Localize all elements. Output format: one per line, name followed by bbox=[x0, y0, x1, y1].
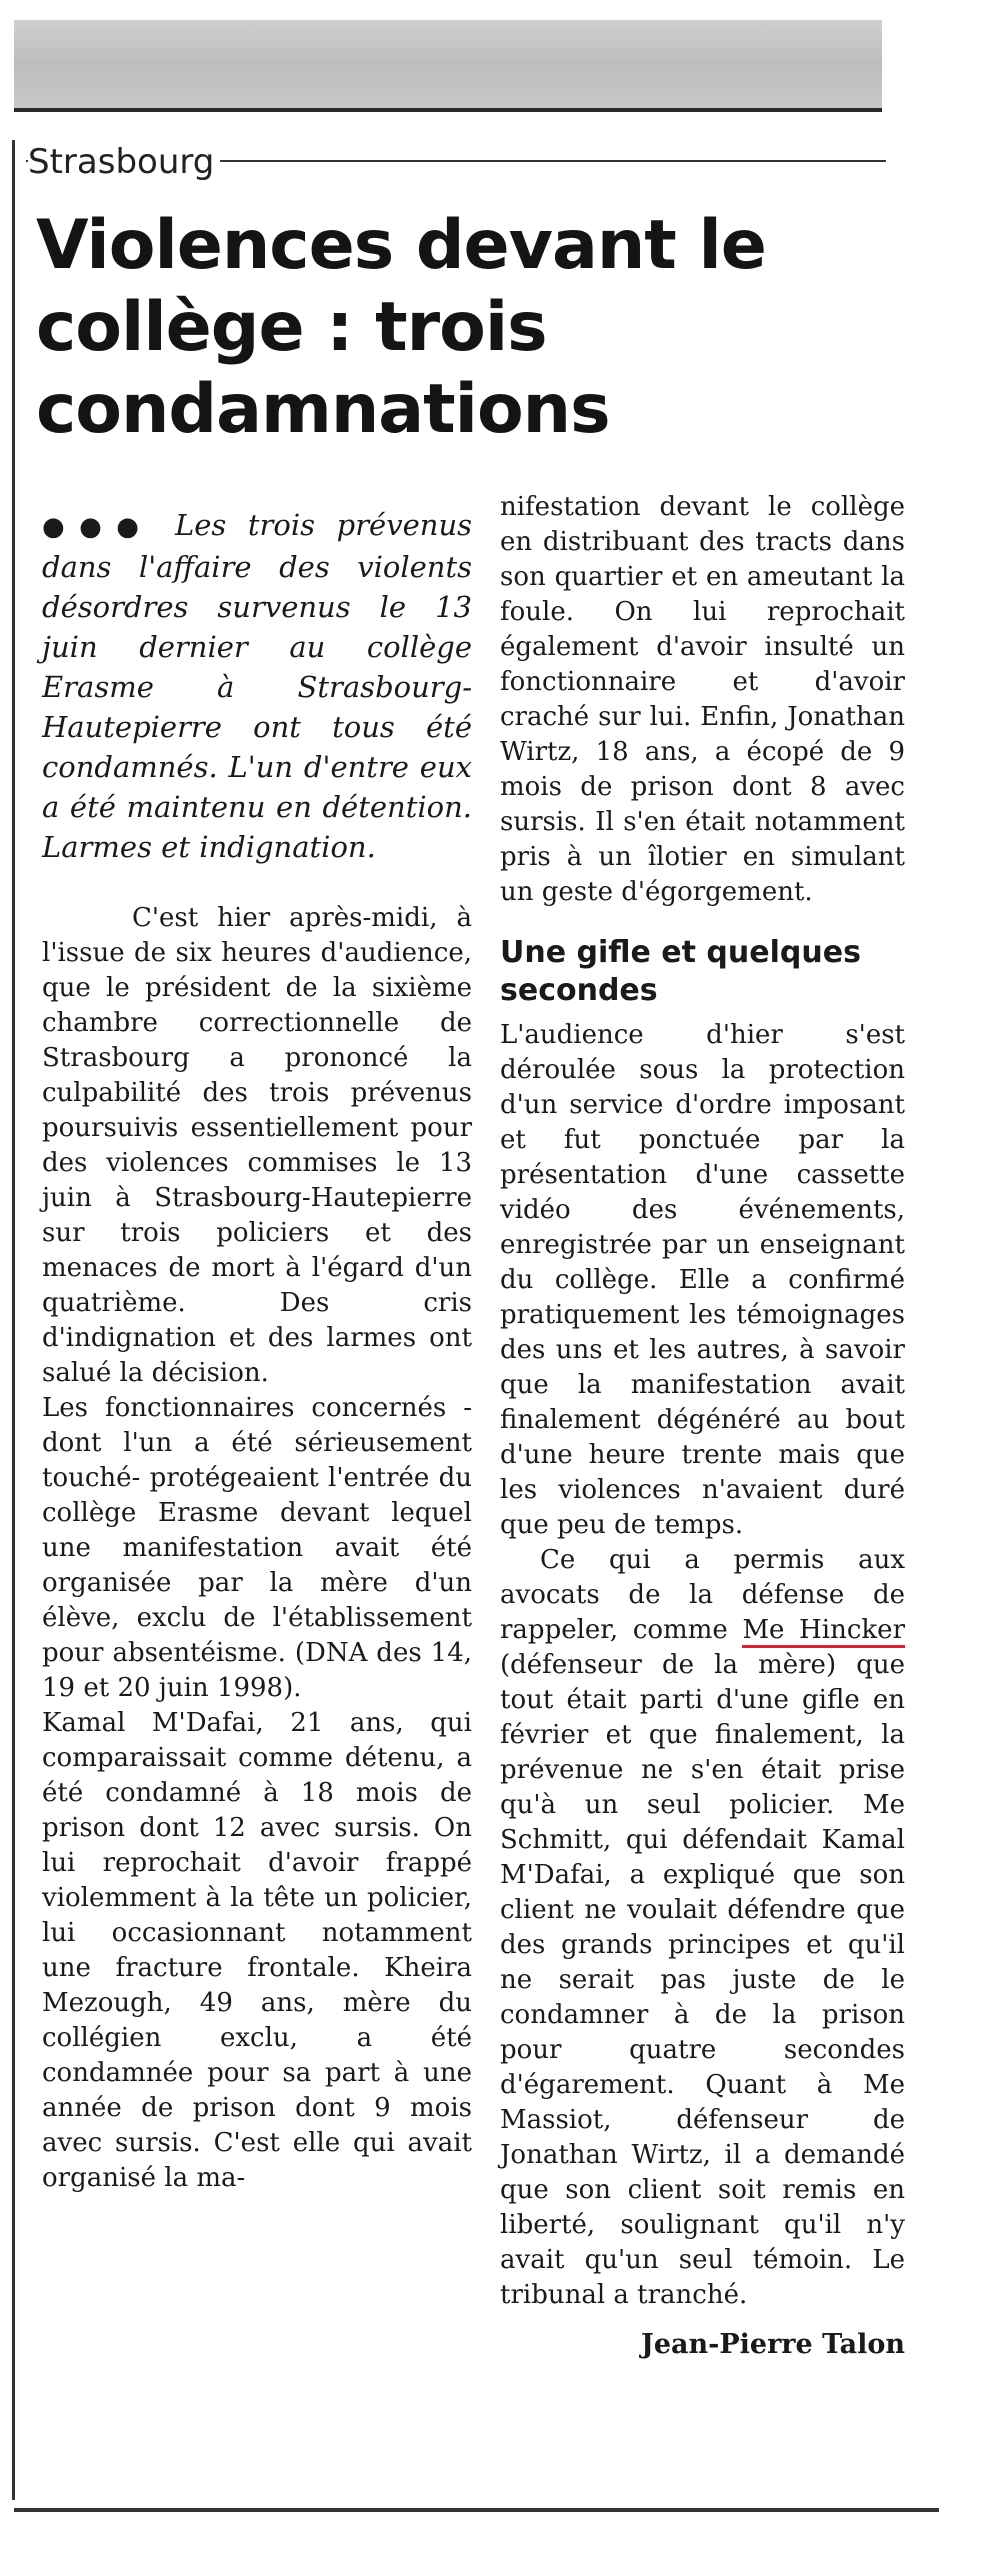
scan-header-band bbox=[14, 20, 882, 112]
continuation-paragraph: nifestation devant le collège en distribuant des tracts dans son quartier et en ameutant la foule. On lui reprochait également d'avoir insulté un fonctionnaire et d'avoir craché sur lui. Enfin, Jonathan Wirtz, 18 ans, a écopé de 9 mois de prison dont 8 avec sursis. Il s'en était notamment pris à un îlotier en simulant un geste d'égorgement. bbox=[500, 492, 905, 907]
right-column bbox=[500, 490, 905, 2362]
body-paragraph-1: C'est hier après-midi, à l'issue de six heures d'audience, que le président de la sixième chambre correctionnelle de Strasbourg a prononcé la culpabilité des trois prévenus poursuivis essentiellement pour des violences commises le 13 juin à Strasbourg-Hautepierre sur trois policiers et des menaces de mort à l'égard d'un quatrième. Des cris d'indignation et des larmes ont salué la décision. bbox=[42, 903, 472, 1388]
paragraph-5-rest: (défenseur de la mère) que tout était parti d'une gifle en février et que finalement, la prévenue ne s'en était prise qu'à un seul policier. Me Schmitt, qui défendait Kamal M'Dafai, a expliqué que son client ne voulait défendre que des grands principes et qu'il ne serait pas juste de le condamner à de la prison pour quatre secondes d'égarement. Quant à Me Massiot, défenseur de Jonathan Wirtz, il a demandé que son client soit remis en liberté, soulignant qu'il n'y avait qu'un seul témoin. Le tribunal a tranché. bbox=[500, 1650, 905, 2310]
left-column bbox=[42, 505, 472, 2196]
paragraph-5-start: Ce qui a permis aux avocats de la défense de rappeler, comme bbox=[500, 1545, 905, 1645]
lead-paragraph bbox=[42, 505, 472, 867]
lead-text: Les trois prévenus dans l'affaire des violents désordres survenus le 13 juin dernier au collège Erasme à Strasbourg-Hautepierre ont tous été condamnés. L'un d'entre eux a été maintenu en détention. Larmes et indignation. bbox=[42, 508, 473, 864]
body-paragraph-5 bbox=[500, 1543, 905, 2313]
headline: Violences devant le collège : trois condamnations bbox=[36, 206, 766, 449]
bullet-dots-icon: ●●● bbox=[42, 512, 154, 542]
body-paragraph-4: L'audience d'hier s'est déroulée sous la protection d'un service d'ordre imposant et fut ponctuée par la présentation d'une cassette vidéo des événements, enregistrée par un enseignant du collège. Elle a confirmé pratiquement les témoignages des uns et les autres, à savoir que la manifestation avait finalement dégénéré au bout d'une heure trente mais que les violences n'avaient duré que peu de temps. bbox=[500, 1020, 905, 1540]
body-paragraph-3: Kamal M'Dafai, 21 ans, qui comparaissait comme détenu, a été condamné à 18 mois de prison dont 12 avec sursis. On lui reprochait d'avoir frappé violemment à la tête un policier, lui occasionnant notamment une fracture frontale. Kheira Mezough, 49 ans, mère du collégien exclu, a été condamnée pour sa part à une année de prison dont 9 mois avec sursis. C'est elle qui avait organisé la ma- bbox=[42, 1708, 472, 2193]
highlighted-name: Me Hincker bbox=[742, 1615, 905, 1648]
bottom-border-rule bbox=[14, 2508, 939, 2512]
subhead: Une gifle et quelques secondes bbox=[500, 935, 861, 1008]
byline: Jean-Pierre Talon bbox=[641, 2329, 905, 2360]
section-label: Strasbourg bbox=[28, 142, 220, 182]
body-paragraph-2: Les fonctionnaires concernés -dont l'un a été sérieusement touché- protégeaient l'entrée du collège Erasme devant lequel une manifestation avait été organisée par la mère d'un élève, exclu de l'établissement pour absentéisme. (DNA des 14, 19 et 20 juin 1998). bbox=[42, 1393, 472, 1703]
left-border-rule bbox=[12, 140, 15, 2500]
